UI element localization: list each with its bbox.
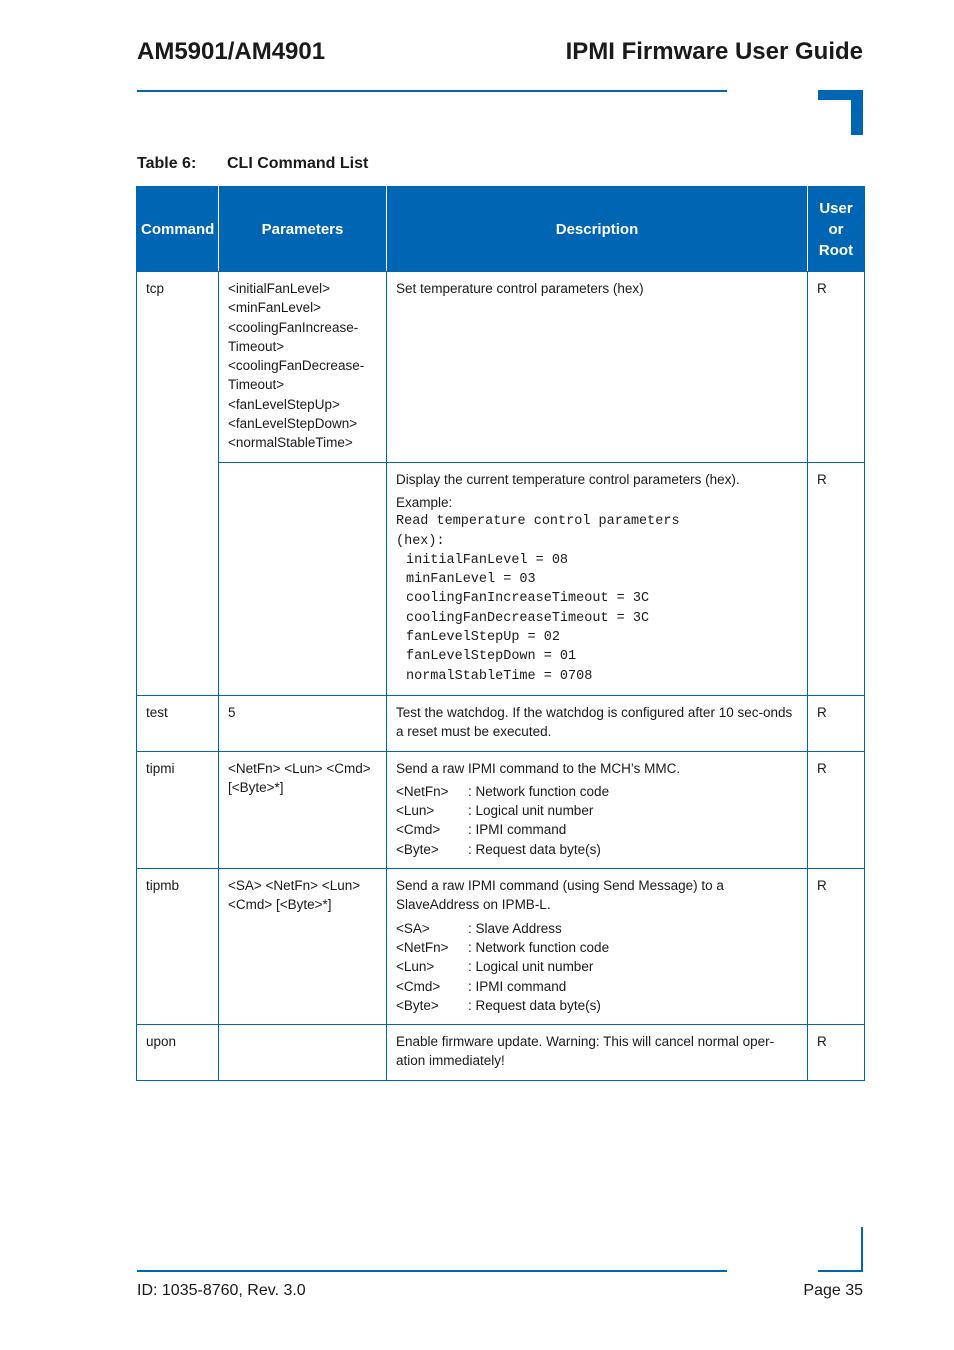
param-line: Timeout>: [228, 377, 285, 393]
definition-item: [396, 957, 799, 976]
definition-value: : Logical unit number: [468, 803, 594, 819]
params-cell: [219, 462, 387, 695]
definition-value: : Logical unit number: [468, 959, 594, 975]
param-line: Timeout>: [228, 338, 285, 354]
col-header-description: Description: [387, 187, 808, 272]
description-text: Send a raw IPMI command to the MCH’s MMC.: [396, 760, 681, 776]
header-product: AM5901/AM4901: [137, 38, 326, 65]
definition-value: : Request data byte(s): [468, 997, 601, 1013]
table-caption: [137, 155, 368, 173]
definition-key: <Lun>: [396, 959, 435, 975]
example-line: (hex):: [396, 533, 445, 549]
description-cell: [387, 751, 808, 868]
table-header-row: [137, 187, 865, 272]
col-header-command: Command: [137, 187, 219, 272]
example-value: coolingFanIncreaseTimeout = 3C: [406, 591, 650, 607]
param-line: <initialFanLevel>: [228, 281, 331, 296]
definition-item: [396, 996, 799, 1015]
example-value: initialFanLevel = 08: [406, 552, 569, 568]
param-line: <coolingFanIncrease-: [228, 319, 359, 335]
definition-item: [396, 820, 799, 839]
definition-item: [396, 977, 799, 996]
definition-item: [396, 938, 799, 957]
definition-key: <Cmd>: [396, 978, 441, 994]
definition-value: : Slave Address: [468, 920, 562, 936]
table-row: [137, 1025, 865, 1081]
access-cell: R: [808, 1025, 865, 1081]
footer-corner-mark: [818, 1270, 863, 1272]
corner-mark-vertical: [851, 90, 863, 135]
header-title: IPMI Firmware User Guide: [565, 38, 863, 65]
params-cell: <NetFn> <Lun> <Cmd> [<Byte>*]: [219, 751, 387, 868]
example-value: coolingFanDecreaseTimeout = 3C: [406, 610, 650, 626]
description-text: Send a raw IPMI command (using Send Message) to a SlaveAddress on IPMB-L.: [396, 878, 724, 913]
params-cell: [219, 272, 387, 463]
document-id: ID: 1035-8760, Rev. 3.0: [137, 1282, 306, 1299]
table-number: Table 6:: [137, 155, 197, 172]
example-line: Read temperature control parameters: [396, 514, 680, 530]
access-cell: R: [808, 751, 865, 868]
example-value: fanLevelStepDown = 01: [406, 649, 577, 665]
params-cell: [219, 1025, 387, 1081]
definition-item: [396, 840, 799, 859]
table-row: [137, 751, 865, 868]
definition-value: : Network function code: [468, 783, 610, 799]
definition-key: <NetFn>: [396, 939, 449, 955]
cli-command-table: [136, 186, 865, 1081]
definition-key: <Cmd>: [396, 822, 441, 838]
description-cell: Test the watchdog. If the watchdog is configured after 10 sec-onds a reset must be executed.: [387, 695, 808, 751]
header-rule: [137, 90, 727, 92]
param-line: <normalStableTime>: [228, 435, 353, 451]
definition-key: <Byte>: [396, 841, 439, 857]
param-line: <minFanLevel>: [228, 300, 322, 316]
access-cell: R: [808, 869, 865, 1025]
definition-value: : IPMI command: [468, 822, 567, 838]
footer-corner-mark-vertical: [861, 1227, 863, 1272]
table-row: [137, 869, 865, 1025]
definition-key: <Lun>: [396, 803, 435, 819]
description-text: Display the current temperature control parameters (hex).: [396, 471, 740, 487]
command-cell: tipmi: [137, 751, 219, 868]
example-value: minFanLevel = 03: [406, 572, 536, 588]
definition-value: : Request data byte(s): [468, 841, 601, 857]
params-cell: <SA> <NetFn> <Lun> <Cmd> [<Byte>*]: [219, 869, 387, 1025]
description-cell: Set temperature control parameters (hex): [387, 272, 808, 463]
definition-key: <Byte>: [396, 997, 439, 1013]
command-cell: upon: [137, 1025, 219, 1081]
example-value: fanLevelStepUp = 02: [406, 630, 560, 646]
param-line: <fanLevelStepDown>: [228, 416, 358, 432]
col-header-parameters: Parameters: [219, 187, 387, 272]
params-cell: 5: [219, 695, 387, 751]
definition-value: : Network function code: [468, 939, 610, 955]
col-header-access: User or Root: [808, 187, 865, 272]
table-row: [137, 272, 865, 463]
description-cell: [387, 462, 808, 695]
table-row: [137, 462, 865, 695]
definition-item: [396, 919, 799, 938]
description-cell: [387, 869, 808, 1025]
table-title: CLI Command List: [227, 155, 369, 172]
definition-item: [396, 782, 799, 801]
definition-key: <SA>: [396, 920, 430, 936]
access-cell: R: [808, 695, 865, 751]
example-label: Example:: [396, 494, 453, 510]
description-cell: Enable firmware update. Warning: This will cancel normal oper-ation immediately!: [387, 1025, 808, 1081]
table-row: [137, 695, 865, 751]
footer-rule: [137, 1270, 727, 1272]
command-cell: tipmb: [137, 869, 219, 1025]
param-line: <fanLevelStepUp>: [228, 396, 340, 412]
access-cell: R: [808, 272, 865, 463]
command-cell: tcp: [137, 272, 219, 696]
example-value: normalStableTime = 0708: [406, 668, 593, 684]
page-number: Page 35: [803, 1282, 863, 1299]
param-line: <coolingFanDecrease-: [228, 358, 365, 374]
definition-value: : IPMI command: [468, 978, 567, 994]
definition-key: <NetFn>: [396, 783, 449, 799]
definition-item: [396, 801, 799, 820]
command-cell: test: [137, 695, 219, 751]
access-cell: R: [808, 462, 865, 695]
